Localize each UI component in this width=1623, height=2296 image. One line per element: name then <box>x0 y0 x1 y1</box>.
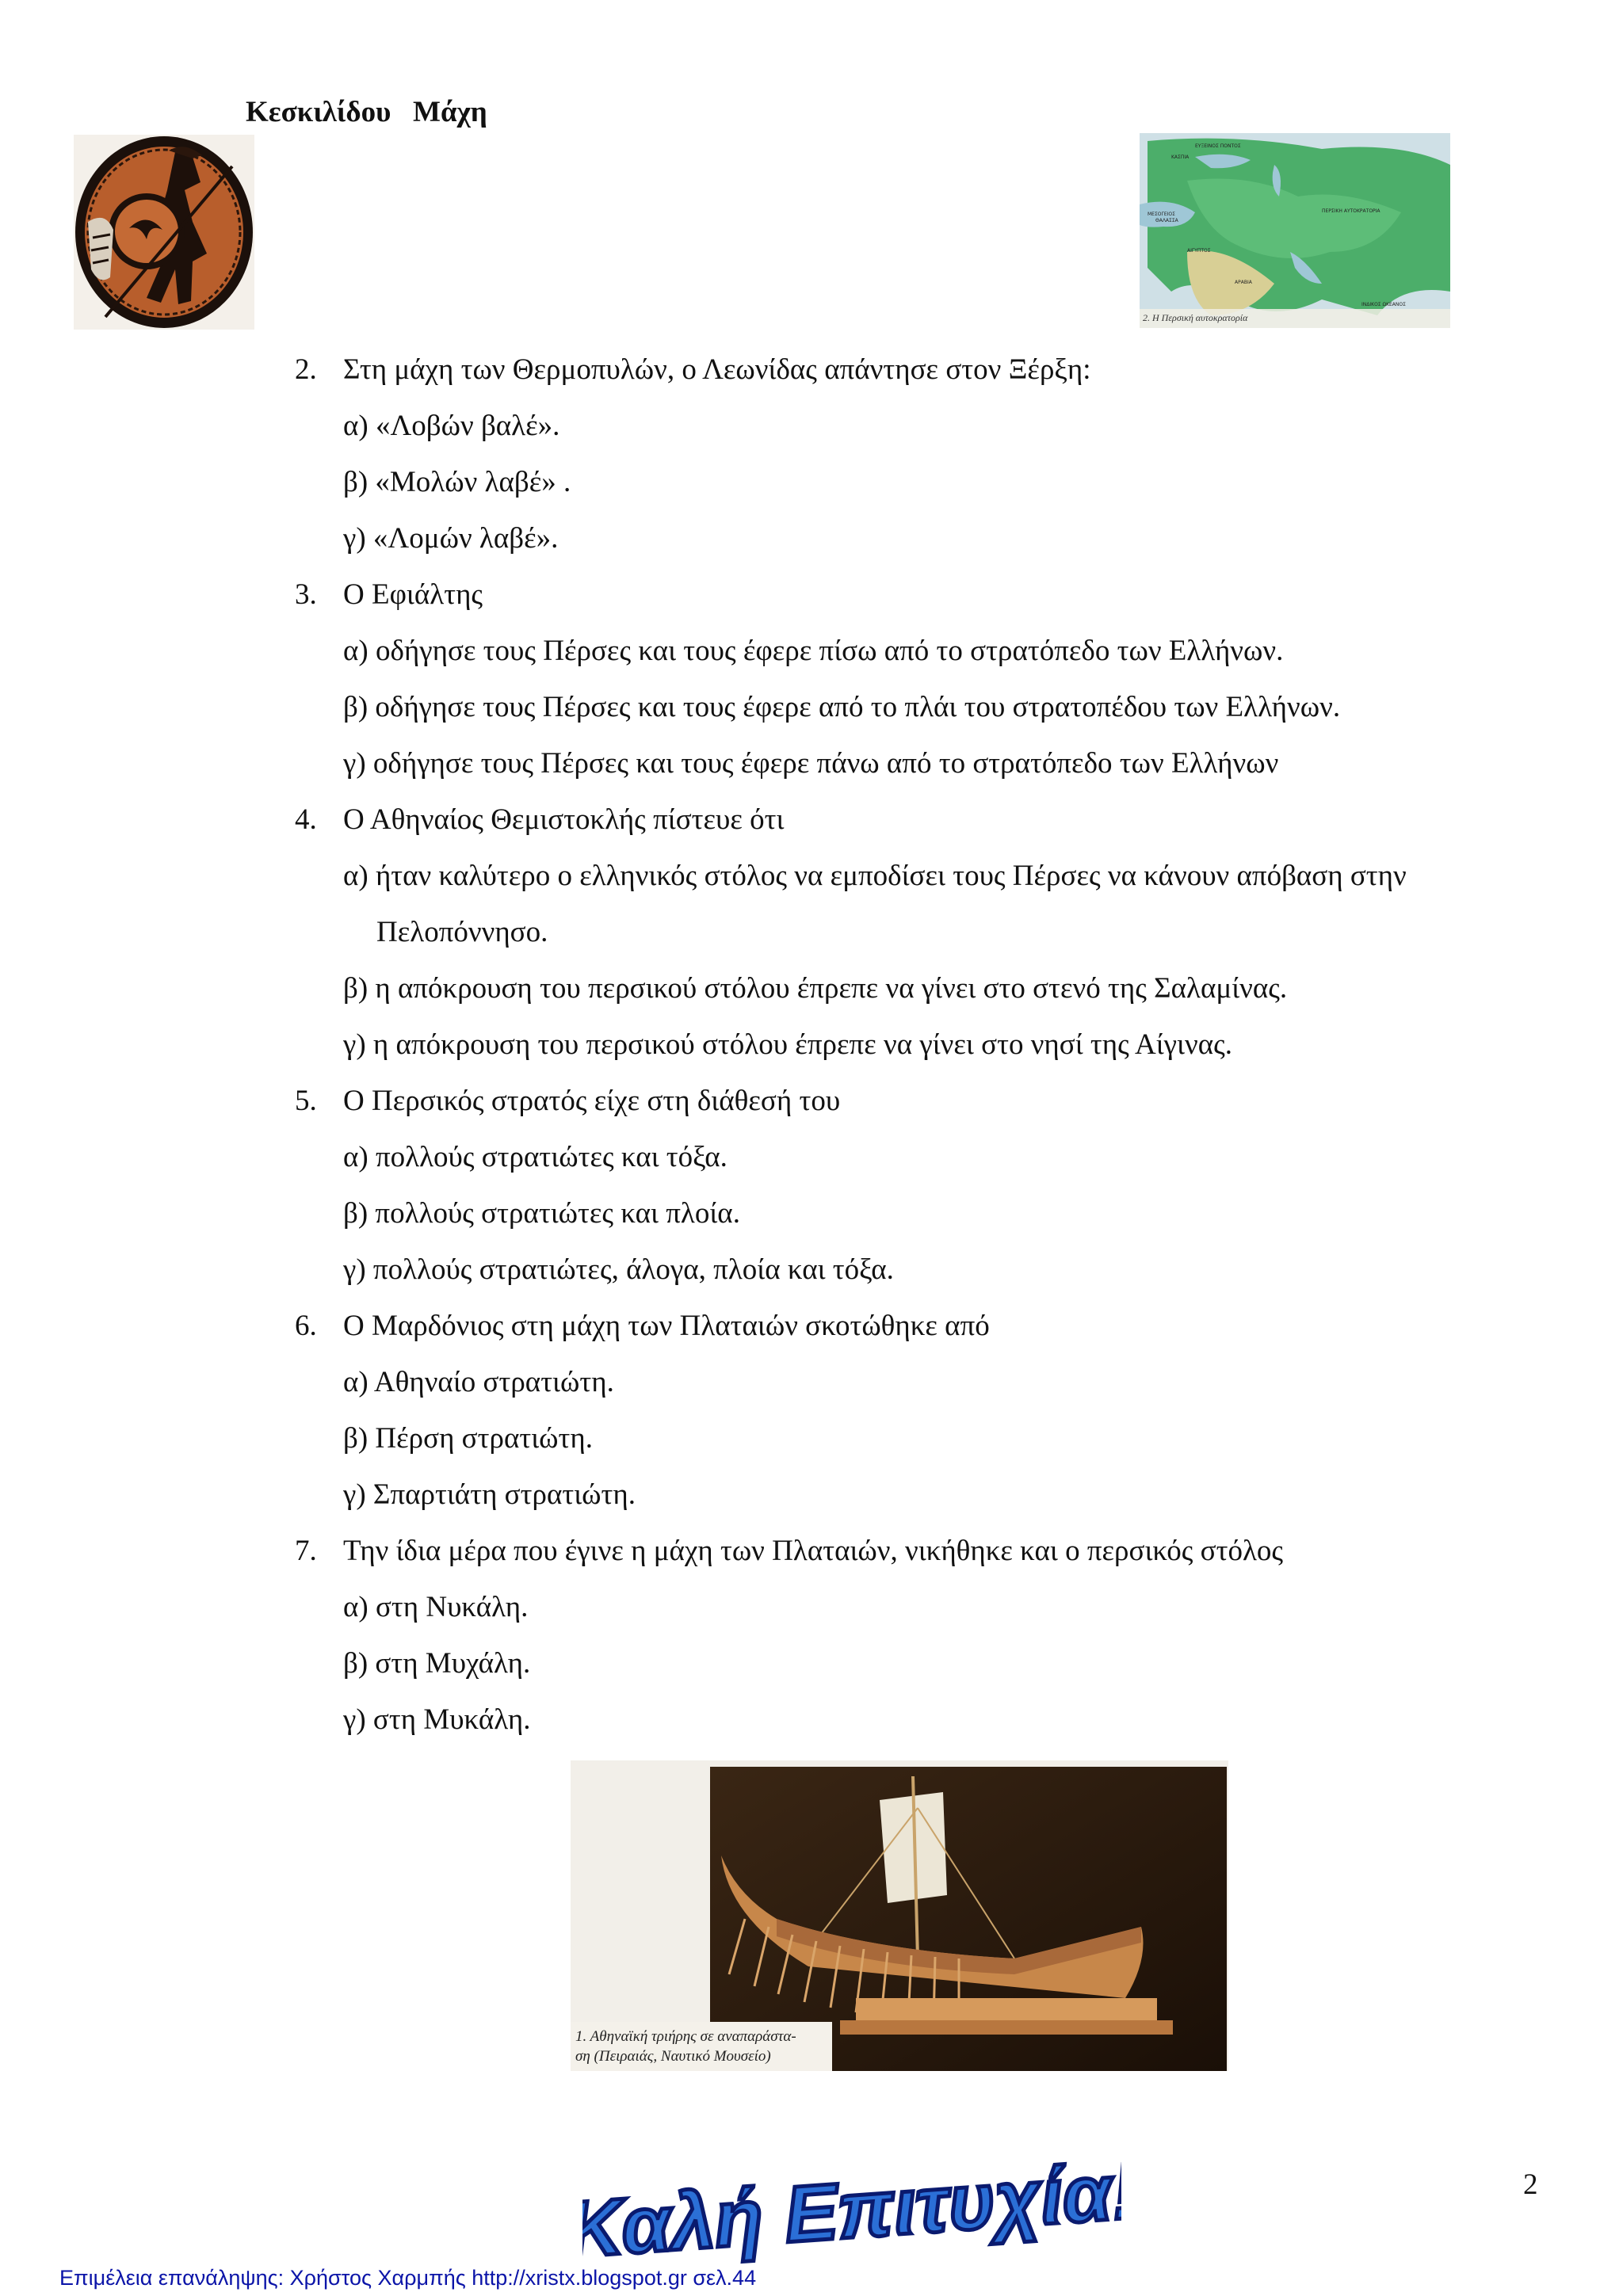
question-text: Ο Μαρδόνιος στη μάχη των Πλαταιών σκοτώθηκε από <box>343 1310 990 1342</box>
question-number: 5. <box>295 1085 317 1117</box>
good-luck-banner <box>582 2149 1121 2267</box>
answer-option: α) ήταν καλύτερο ο ελληνικός στόλος να εμποδίσει τους Πέρσες να κάνουν απόβαση στην <box>343 860 1407 892</box>
answer-option: α) «Λοβών βαλέ». <box>343 410 560 442</box>
question-number: 7. <box>295 1535 317 1567</box>
answer-option: β) στη Μυχάλη. <box>343 1647 531 1680</box>
answer-option: α) πολλούς στρατιώτες και τόξα. <box>343 1141 727 1173</box>
answer-option: γ) οδήγησε τους Πέρσες και τους έφερε πάνω από το στρατόπεδο των Ελλήνων <box>343 747 1279 780</box>
answer-option: β) οδήγησε τους Πέρσες και τους έφερε από το πλάι του στρατοπέδου των Ελλήνων. <box>343 691 1341 723</box>
answer-option: γ) πολλούς στρατιώτες, άλογα, πλοία και τόξα. <box>343 1253 894 1286</box>
answer-option: β) Πέρση στρατιώτη. <box>343 1422 593 1455</box>
answer-option: β) η απόκρουση του περσικού στόλου έπρεπε να γίνει στο στενό της Σαλαμίνας. <box>343 972 1288 1005</box>
question-text: Την ίδια μέρα που έγινε η μάχη των Πλαταιών, νικήθηκε και ο περσικός στόλος <box>343 1535 1284 1567</box>
question-number: 4. <box>295 803 317 836</box>
answer-option: β) πολλούς στρατιώτες και πλοία. <box>343 1197 740 1230</box>
svg-text:ΜΕΣΟΓΕΙΟΣ: ΜΕΣΟΓΕΙΟΣ <box>1148 212 1175 217</box>
answer-option-continued: Πελοπόννησο. <box>376 916 548 948</box>
answer-option: α) στη Νυκάλη. <box>343 1591 529 1623</box>
answer-option: β) «Μολών λαβέ» . <box>343 466 571 498</box>
trireme-photo <box>571 1760 1228 2071</box>
persian-empire-map <box>1140 133 1450 328</box>
question-text: Ο Περσικός στρατός είχε στη διάθεσή του <box>343 1085 841 1117</box>
greek-vase-image <box>74 135 254 330</box>
question-text: Στη μάχη των Θερμοπυλών, ο Λεωνίδας απάντησε στον Ξέρξη: <box>343 353 1091 386</box>
svg-text:ΚΑΣΠΙΑ: ΚΑΣΠΙΑ <box>1171 154 1190 160</box>
page-number: 2 <box>1523 2168 1538 2201</box>
answer-option: γ) «Λομών λαβέ». <box>343 522 559 555</box>
svg-text:ΑΡΑΒΙΑ: ΑΡΑΒΙΑ <box>1235 280 1252 285</box>
svg-text:ΕΥΞΕΙΝΟΣ ΠΟΝΤΟΣ: ΕΥΞΕΙΝΟΣ ΠΟΝΤΟΣ <box>1195 143 1241 149</box>
answer-option: α) οδήγησε τους Πέρσες και τους έφερε πίσω από το στρατόπεδο των Ελλήνων. <box>343 635 1284 667</box>
answer-option: γ) η απόκρουση του περσικού στόλου έπρεπε να γίνει στο νησί της Αίγινας. <box>343 1028 1232 1061</box>
answer-option: γ) Σπαρτιάτη στρατιώτη. <box>343 1478 636 1511</box>
question-number: 2. <box>295 353 317 386</box>
map-caption: 2. Η Περσική αυτοκρατορία <box>1143 312 1248 323</box>
answer-option: α) Αθηναίο στρατιώτη. <box>343 1366 614 1398</box>
banner-text: Καλή Επιτυχία! <box>582 2149 1121 2267</box>
question-text: Ο Αθηναίος Θεμιστοκλής πίστευε ότι <box>343 803 785 836</box>
question-number: 3. <box>295 578 317 611</box>
svg-text:ΙΝΔΙΚΟΣ ΩΚΕΑΝΟΣ: ΙΝΔΙΚΟΣ ΩΚΕΑΝΟΣ <box>1361 302 1406 307</box>
ship-caption-line2: ση (Πειραιάς, Ναυτικό Μουσείο) <box>575 2048 771 2065</box>
question-number: 6. <box>295 1310 317 1342</box>
svg-text:ΑΙΓΥΠΤΟΣ: ΑΙΓΥΠΤΟΣ <box>1187 248 1211 254</box>
svg-text:ΘΑΛΑΣΣΑ: ΘΑΛΑΣΣΑ <box>1155 218 1178 223</box>
answer-option: γ) στη Μυκάλη. <box>343 1703 531 1736</box>
footer-credit: Επιμέλεια επανάληψης: Χρήστος Χαρμπής http://xristx.blogspot.gr σελ.44 <box>59 2266 757 2290</box>
svg-text:ΠΕΡΣΙΚΗ ΑΥΤΟΚΡΑΤΟΡΙΑ: ΠΕΡΣΙΚΗ ΑΥΤΟΚΡΑΤΟΡΙΑ <box>1322 208 1381 214</box>
page-heading: Κεσκιλίδου Μάχη <box>246 96 487 128</box>
question-text: Ο Εφιάλτης <box>343 578 483 611</box>
ship-caption-line1: 1. Αθηναϊκή τριήρης σε αναπαράστα- <box>575 2028 796 2045</box>
